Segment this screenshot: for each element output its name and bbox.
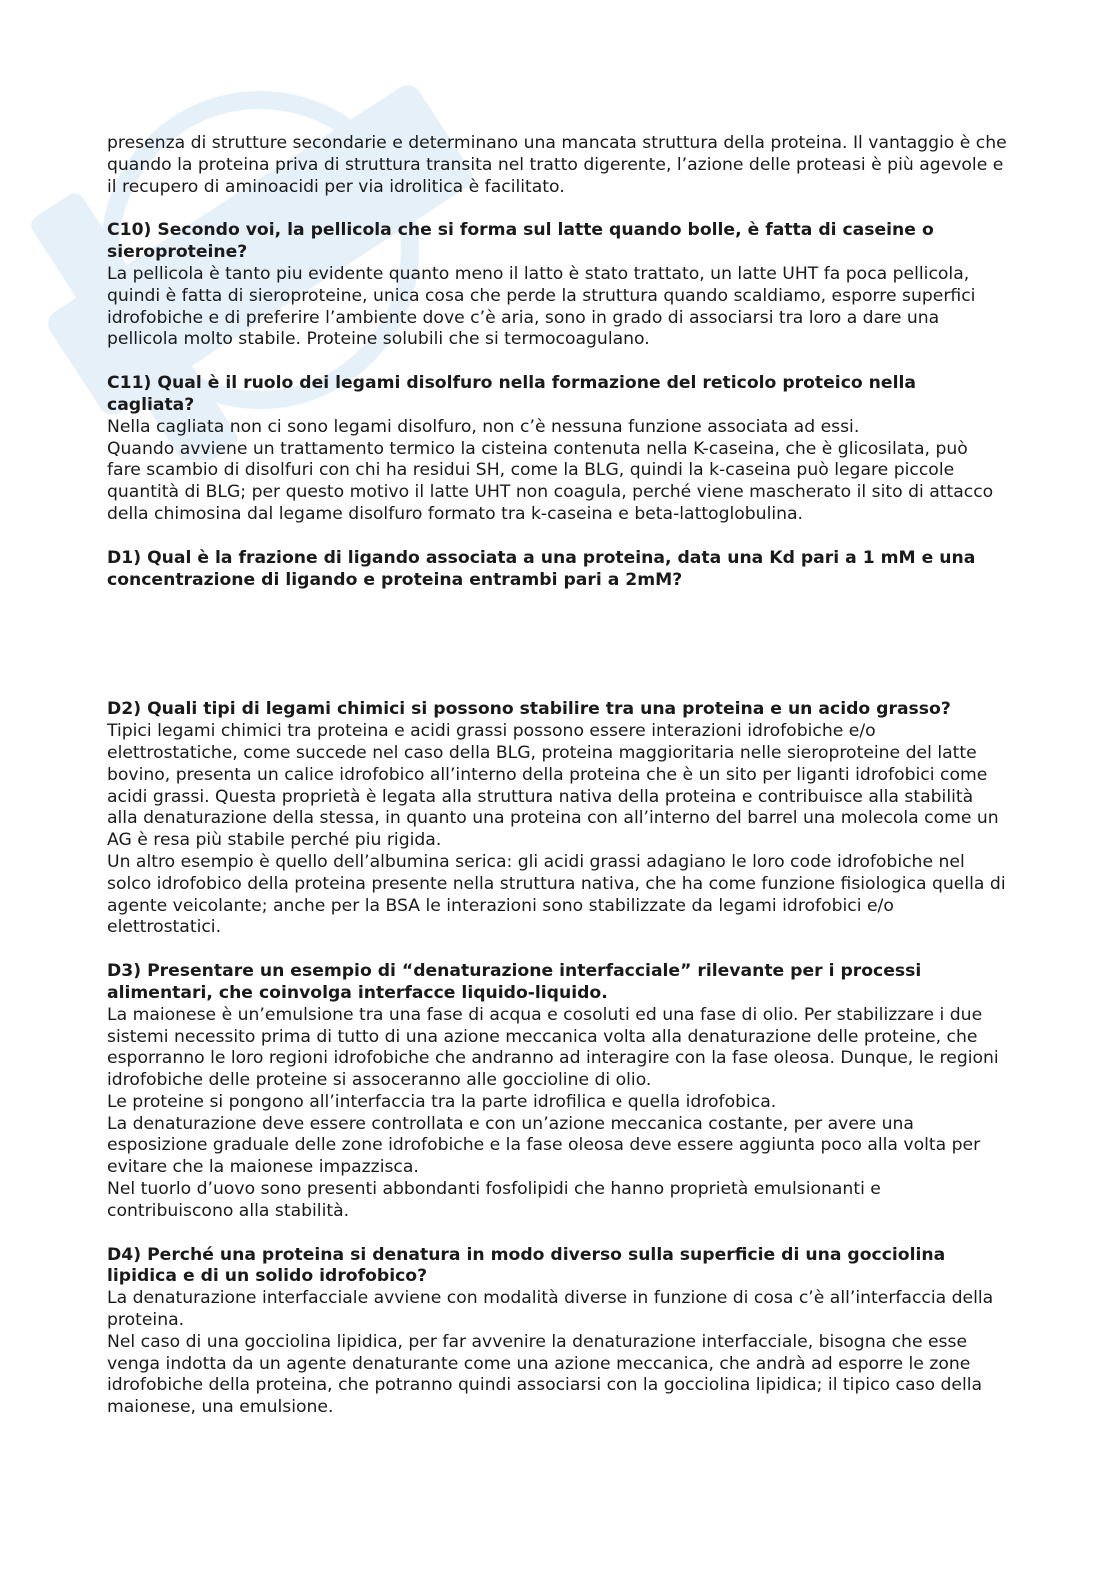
qa-d2 xyxy=(107,699,1007,939)
answer-paragraph: Le proteine si pongono all’interfaccia tra la parte idrofilica e quella idrofobica. xyxy=(107,1091,777,1112)
qa-c11 xyxy=(107,373,1007,526)
qa-c10 xyxy=(107,220,1007,351)
answer-paragraph: La pellicola è tanto piu evidente quanto meno il latto è stato trattato, un latte UHT fa poca pellicola, quindi è fatta di sieroproteine, unica cosa che perde la struttura quando scaldiamo, esporre superfici idrofobiche e di preferire l’ambiente dove c’è aria, sono in grado di associarsi tra loro a dare una pellicola molto stabile. Proteine solubili che si termocoagulano. xyxy=(107,263,976,350)
answer-paragraph: Quando avviene un trattamento termico la cisteina contenuta nella K-caseina, che è glicosilata, può fare scambio di disolfuri con chi ha residui SH, come la BLG, quindi la k-caseina può legare piccole quantità di BLG; per questo motivo il latte UHT non coagula, perché viene mascherato il sito di attacco della chimosina dal legame disolfuro formato tra k-caseina e beta-lattoglobulina. xyxy=(107,438,994,524)
qa-d4 xyxy=(107,1245,1007,1419)
answer-paragraph: La maionese è un’emulsione tra una fase di acqua e cosoluti ed una fase di olio. Per stabilizzare i due sistemi necessito prima di tutto di una azione meccanica volta alla denaturazione delle proteine, che esporranno le loro regioni idrofobiche che andranno ad interagire con la fase oleosa. Dunque, le regioni idrofobiche delle proteine si assoceranno alle goccioline di olio. xyxy=(107,1004,999,1091)
document-page xyxy=(107,133,1007,1419)
paragraph: presenza di strutture secondarie e determinano una mancata struttura della proteina. Il vantaggio è che quando la proteina priva di struttura transita nel tratto digerente, l’azione delle proteasi è più agevole e il recupero di aminoacidi per via idrolitica è facilitato. xyxy=(107,133,1007,197)
question-heading: D4) Perché una proteina si denatura in modo diverso sulla superficie di una gocciolina lipidica e di un solido idrofobico? xyxy=(107,1244,946,1287)
answer-paragraph: Nel tuorlo d’uovo sono presenti abbondanti fosfolipidi che hanno proprietà emulsionanti e contribuiscono alla stabilità. xyxy=(107,1179,881,1221)
qa-d1 xyxy=(107,548,1007,592)
answer-paragraph: La denaturazione interfacciale avviene con modalità diverse in funzione di cosa c’è all’interfaccia della proteina. xyxy=(107,1288,994,1331)
question-heading: D2) Quali tipi di legami chimici si possono stabilire tra una proteina e un acido grasso? xyxy=(107,699,951,720)
question-heading: D3) Presentare un esempio di “denaturazione interfacciale” rilevante per i processi alimentari, che coinvolga interfacce liquido-liquido. xyxy=(107,961,922,1003)
question-heading: D1) Qual è la frazione di ligando associata a una proteina, data una Kd pari a 1 mM e una concentrazione di ligando e proteina entrambi pari a 2mM? xyxy=(107,547,976,590)
answer-paragraph: Nel caso di una gocciolina lipidica, per far avvenire la denaturazione interfacciale, bisogna che esse venga indotta da un agente denaturante come una azione meccanica, che andrà ad esporre le zone idrofobiche della proteina, che potranno quindi associarsi con la gocciolina lipidica; il tipico caso della maionese, una emulsione. xyxy=(107,1331,983,1418)
answer-paragraph: Un altro esempio è quello dell’albumina serica: gli acidi grassi adagiano le loro code idrofobiche nel solco idrofobico della proteina presente nella struttura nativa, che ha come funzione fisiologica quella di agente veicolante; anche per la BSA le interazioni sono stabilizzate da legami idrofobici e/o elettrostatici. xyxy=(107,851,1006,938)
answer-paragraph: Tipici legami chimici tra proteina e acidi grassi possono essere interazioni idrofobiche e/o elettrostatiche, come succede nel caso della BLG, proteina maggioritaria nelle sieroproteine del latte bovino, presenta un calice idrofobico all’interno della proteina che è un sito per liganti idrofobici come acidi grassi. Questa proprietà è legata alla struttura nativa della proteina e contribuisce alla stabilità alla denaturazione della stessa, in quanto una proteina con all’interno del barrel una molecola come un AG è resa più stabile perché piu rigida. xyxy=(107,721,999,851)
answer-paragraph: La denaturazione deve essere controllata e con un’azione meccanica costante, per avere una esposizione graduale delle zone idrofobiche e la fase oleosa deve essere aggiunta poco alla volta per evitare che la maionese impazzisca. xyxy=(107,1113,981,1178)
qa-d3 xyxy=(107,961,1007,1223)
question-heading: C11) Qual è il ruolo dei legami disolfuro nella formazione del reticolo proteico nella cagliata? xyxy=(107,373,916,415)
question-heading: C10) Secondo voi, la pellicola che si forma sul latte quando bolle, è fatta di caseine o sieroproteine? xyxy=(107,220,934,263)
intro-paragraph xyxy=(107,133,1007,198)
answer-paragraph: Nella cagliata non ci sono legami disolfuro, non c’è nessuna funzione associata ad essi. xyxy=(107,416,860,437)
